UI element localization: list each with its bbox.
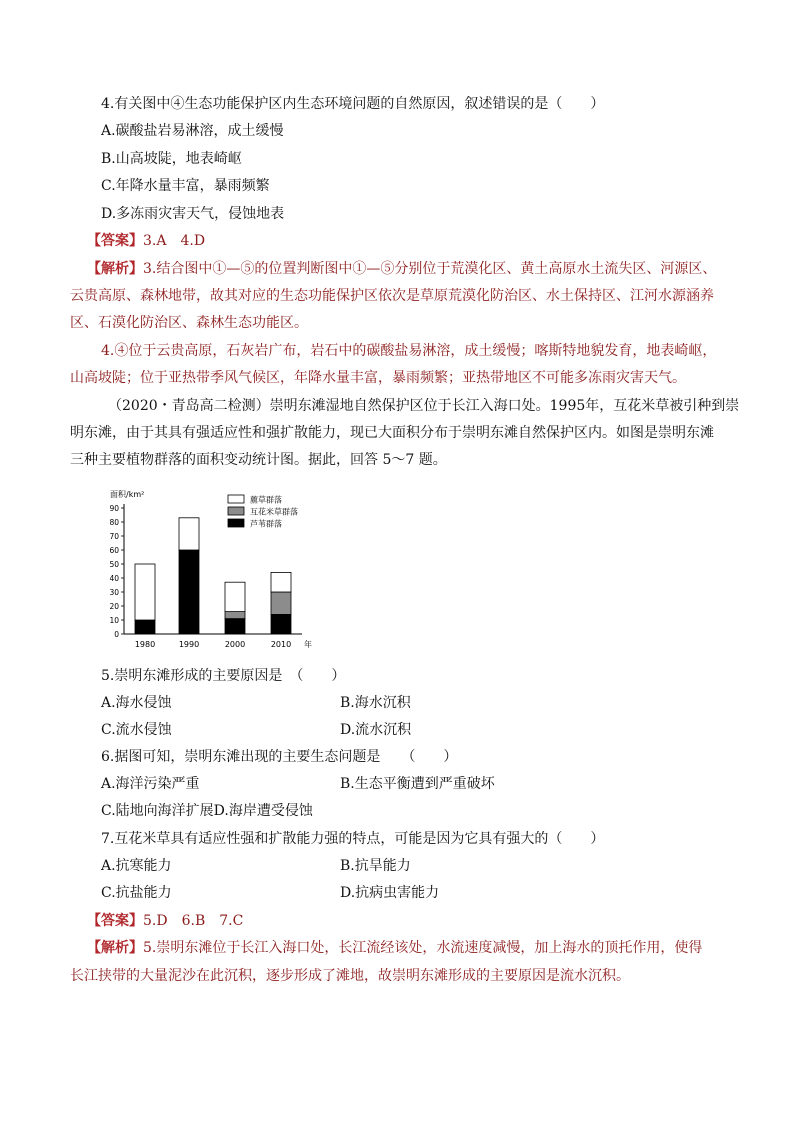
y-axis-label: 面积/km² xyxy=(110,490,145,499)
y-tick-label: 90 xyxy=(109,504,119,513)
bar-segment xyxy=(271,592,291,614)
y-tick-label: 20 xyxy=(109,602,119,611)
y-tick-label: 0 xyxy=(114,630,119,639)
intro-line: （2020・青岛高二检测）崇明东滩湿地自然保护区位于长江入海口处。1995年，互花米草被引种到崇 xyxy=(108,398,740,414)
q6-option-b: B.生态平衡遭到严重破坏 xyxy=(340,776,495,792)
analysis-line: 3.结合图中①—⑤的位置判断图中①—⑤分别位于荒漠化区、黄土高原水土流失区、河源区、 xyxy=(143,261,717,277)
bar-segment xyxy=(135,620,155,634)
x-tick-label: 1980 xyxy=(134,640,156,649)
x-axis-label: 年 xyxy=(304,640,312,649)
legend-label: 互花米草群落 xyxy=(250,507,298,517)
q5-option-d: D.流水沉积 xyxy=(340,722,412,738)
stacked-bar-chart xyxy=(104,484,324,652)
bar-segment xyxy=(179,550,199,634)
intro-line: 三种主要植物群落的面积变动统计图。据此，回答 5～7 题。 xyxy=(70,452,447,468)
bar-segment xyxy=(135,564,155,620)
q7-option-c: C.抗盐能力 xyxy=(101,885,172,901)
q5-options-row2 xyxy=(101,720,412,740)
y-tick-label: 70 xyxy=(109,532,119,541)
y-tick-label: 30 xyxy=(109,588,119,597)
analysis-line: 5.崇明东滩位于长江入海口处，长江流经该处，水流速度减慢，加上海水的顶托作用，使得 xyxy=(143,940,703,956)
answer-block-1 xyxy=(87,231,205,251)
q7-option-d: D.抗病虫害能力 xyxy=(340,885,440,901)
y-tick-label: 80 xyxy=(109,518,119,527)
bar-segment xyxy=(225,582,245,611)
bar-segment xyxy=(225,619,245,634)
bar-segment xyxy=(271,614,291,634)
q7-option-b: B.抗旱能力 xyxy=(340,858,411,874)
intro-line: 明东滩，由于其具有强适应性和强扩散能力，现已大面积分布于崇明东滩自然保护区内。如图是崇明东滩 xyxy=(70,425,714,441)
q7-stem: 7.互花米草具有适应性强和扩散能力强的特点，可能是因为它具有强大的（ ） xyxy=(101,831,605,847)
answer-label: 【答案】 xyxy=(87,233,143,249)
analysis-block-2 xyxy=(87,938,702,958)
analysis-line: 4.④位于云贵高原，石灰岩广布，岩石中的碳酸盐易淋溶，成土缓慢；喀斯特地貌发育，地表崎岖， xyxy=(101,343,717,359)
x-tick-label: 2000 xyxy=(224,640,246,649)
q5-options-row1 xyxy=(101,693,411,713)
legend-swatch xyxy=(228,507,244,515)
q5-option-c: C.流水侵蚀 xyxy=(101,722,172,738)
y-tick-label: 40 xyxy=(109,574,119,583)
q7-option-a: A.抗寒能力 xyxy=(101,858,172,874)
y-tick-label: 60 xyxy=(109,546,119,555)
area-chart xyxy=(104,484,324,652)
x-tick-label: 1990 xyxy=(178,640,200,649)
q7-options-row2 xyxy=(101,883,440,903)
q4-option-a: A.碳酸盐岩易淋溶，成土缓慢 xyxy=(101,123,284,139)
q5-option-a: A.海水侵蚀 xyxy=(101,695,172,711)
q4-stem: 4.有关图中④生态功能保护区内生态环境问题的自然原因，叙述错误的是（ ） xyxy=(101,96,605,112)
answer-text: 3.A 4.D xyxy=(143,233,206,249)
answer-block-2 xyxy=(87,911,243,931)
bar-segment xyxy=(225,612,245,619)
analysis-line: 山高坡陡；位于亚热带季风气候区，年降水量丰富，暴雨频繁；亚热带地区不可能多冻雨灾害天气。 xyxy=(70,370,686,386)
y-tick-label: 10 xyxy=(109,616,119,625)
legend-swatch xyxy=(228,495,244,503)
q6-options-row1 xyxy=(101,774,495,794)
analysis-label: 【解析】 xyxy=(87,940,143,956)
answer-text: 5.D 6.B 7.C xyxy=(143,913,244,929)
x-tick-label: 2010 xyxy=(270,640,292,649)
q7-options-row1 xyxy=(101,856,411,876)
q6-stem: 6.据图可知，崇明东滩出现的主要生态问题是 （ ） xyxy=(101,749,458,765)
analysis-line: 区、石漠化防治区、森林生态功能区。 xyxy=(70,315,308,331)
q6-options-row2: C.陆地向海洋扩展D.海岸遭受侵蚀 xyxy=(101,803,313,819)
legend-swatch xyxy=(228,519,244,527)
analysis-label: 【解析】 xyxy=(87,261,143,277)
q4-option-d: D.多冻雨灾害天气，侵蚀地表 xyxy=(101,206,285,222)
q4-option-b: B.山高坡陡，地表崎岖 xyxy=(101,151,242,167)
bar-segment xyxy=(179,518,199,550)
analysis-line: 云贵高原、森林地带，故其对应的生态功能保护区依次是草原荒漠化防治区、水土保持区、江河水源涵养 xyxy=(70,288,714,304)
analysis-line: 长江挟带的大量泥沙在此沉积，逐步形成了滩地，故崇明东滩形成的主要原因是流水沉积。 xyxy=(70,968,630,984)
q6-option-a: A.海洋污染严重 xyxy=(101,776,200,792)
q4-option-c: C.年降水量丰富，暴雨频繁 xyxy=(101,178,270,194)
analysis-block-1 xyxy=(87,259,716,279)
legend-label: 藨草群落 xyxy=(250,495,282,505)
answer-label: 【答案】 xyxy=(87,913,143,929)
q5-stem: 5.崇明东滩形成的主要原因是 （ ） xyxy=(101,668,346,684)
y-tick-label: 50 xyxy=(109,560,119,569)
legend-label: 芦苇群落 xyxy=(250,519,282,529)
bar-segment xyxy=(271,572,291,592)
q5-option-b: B.海水沉积 xyxy=(340,695,411,711)
